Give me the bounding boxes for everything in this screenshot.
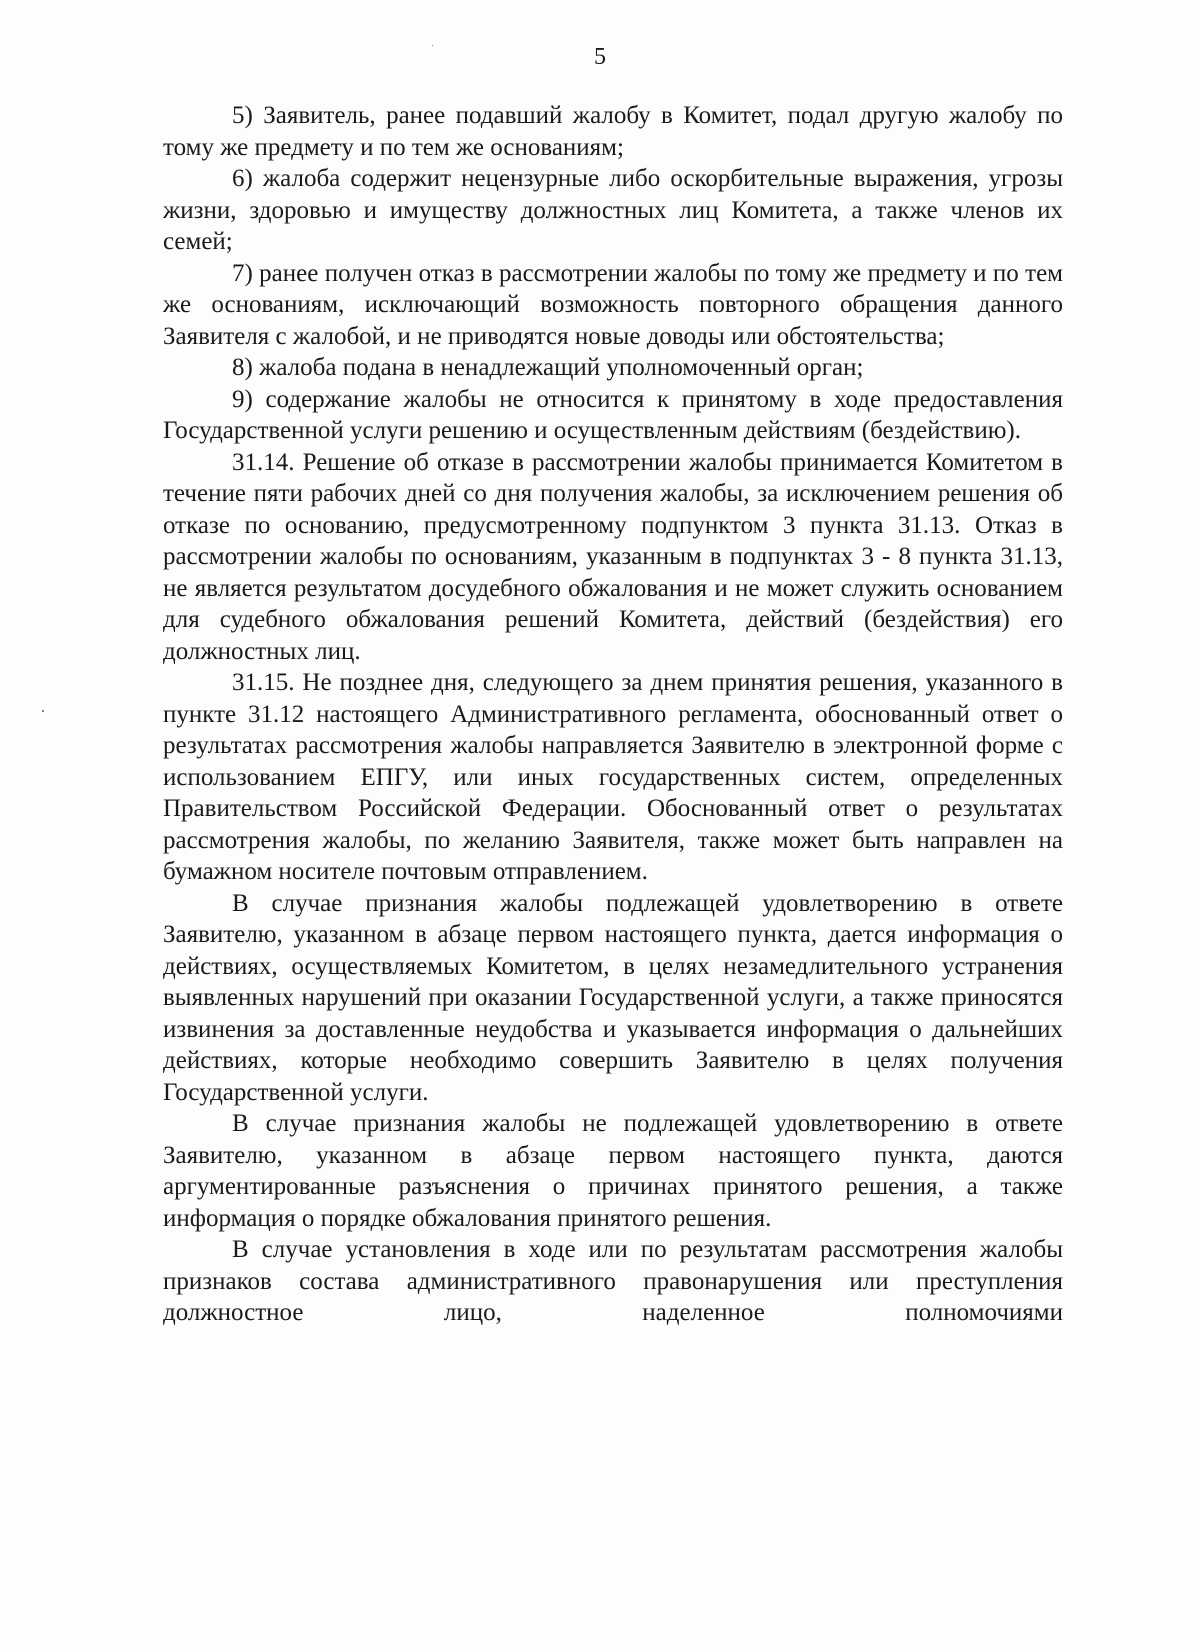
paragraph-item-8: 8) жалоба подана в ненадлежащий уполномоченный орган; [232, 354, 864, 381]
paragraph-31-14: 31.14. Решение об отказе в рассмотрении жалобы принимается Комитетом в течение пяти рабочих дней со дня получения жалобы, за исключением решения об отказе по основанию, предусмотренному подпунктом 3 пункта 31.13. Отказ в рассмотрении жалобы по основаниям, указанным в подпунктах 3 - 8 пункта 31.13, не является результатом досудебного обжалования и не может служить основанием для судебного обжалования решений Комитета, действий (бездействия) его должностных лиц. [163, 448, 1063, 665]
paragraph-31-15: 31.15. Не позднее дня, следующего за днем принятия решения, указанного в пункте 31.12 настоящего Административного регламента, обоснованный ответ о результатах рассмотрения жалобы направляется Заявителю в электронной форме с использованием ЕПГУ, или иных государственных систем, определенных Правительством Российской Федерации. Обоснованный ответ о результатах рассмотрения жалобы, по желанию Заявителя, также может быть направлен на бумажном носителе почтовым отправлением. [163, 669, 1063, 885]
scan-speck [432, 45, 433, 46]
scan-speck [42, 710, 44, 712]
paragraph-violation-signs: В случае установления в ходе или по результатам рассмотрения жалобы признаков состава административного правонарушения или преступления должностное лицо, наделенное полномочиями [163, 1236, 1063, 1326]
document-body [163, 100, 1063, 1329]
paragraph-item-5: 5) Заявитель, ранее подавший жалобу в Комитет, подал другую жалобу по тому же предмету и по тем же основаниям; [163, 102, 1063, 161]
page-number: 5 [594, 44, 606, 70]
paragraph-item-7: 7) ранее получен отказ в рассмотрении жалобы по тому же предмету и по тем же основаниям, исключающий возможность повторного обращения данного Заявителя с жалобой, и не приводятся новые доводы или обстоятельства; [163, 259, 1063, 350]
paragraph-complaint-satisfied: В случае признания жалобы подлежащей удовлетворению в ответе Заявителю, указанном в абзаце первом настоящего пункта, дается информация о действиях, осуществляемых Комитетом, в целях незамедлительного устранения выявленных нарушений при оказании Государственной услуги, а также приносятся извинения за доставленные неудобства и указывается информация о дальнейших действиях, которые необходимо совершить Заявителю в целях получения Государственной услуги. [163, 889, 1063, 1106]
paragraph-complaint-rejected: В случае признания жалобы не подлежащей удовлетворению в ответе Заявителю, указанном в абзаце первом настоящего пункта, даются аргументированные разъяснения о причинах принятого решения, а также информация о порядке обжалования принятого решения. [163, 1110, 1063, 1232]
paragraph-item-6: 6) жалоба содержит нецензурные либо оскорбительные выражения, угрозы жизни, здоровью и имуществу должностных лиц Комитета, а также членов их семей; [163, 165, 1063, 255]
paragraph-item-9: 9) содержание жалобы не относится к принятому в ходе предоставления Государственной услуги решению и осуществленным действиям (бездействию). [163, 385, 1063, 444]
